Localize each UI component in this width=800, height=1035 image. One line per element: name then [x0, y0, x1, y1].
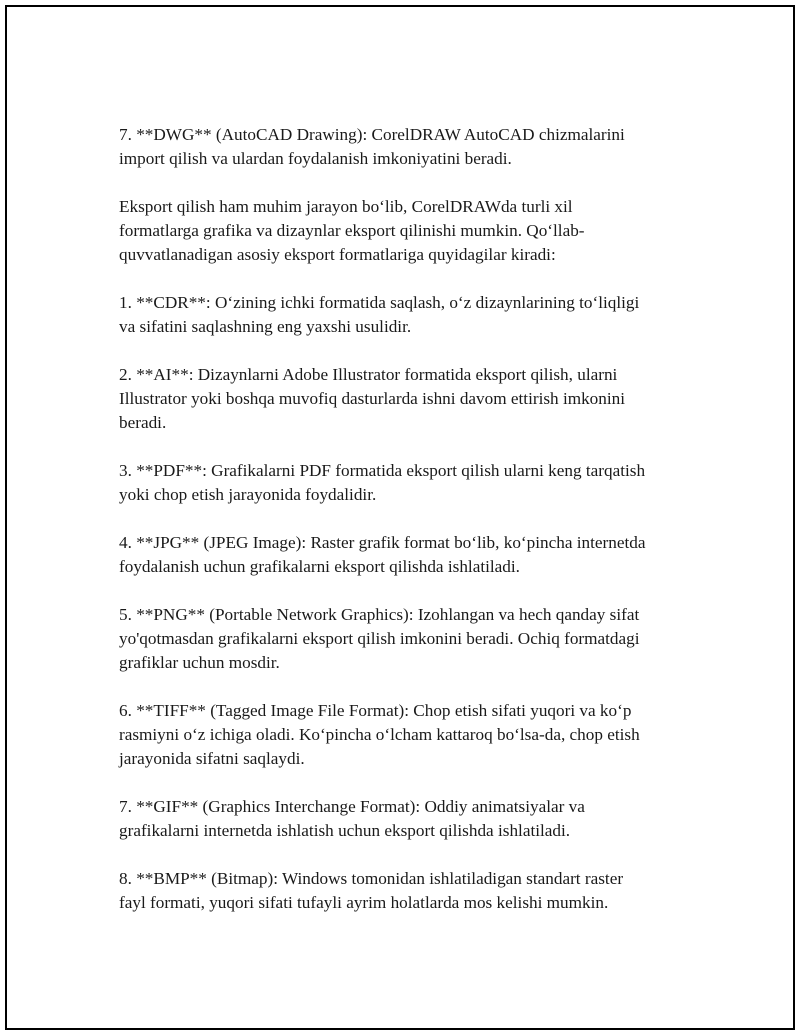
text-line: 5. **PNG** (Portable Network Graphics): Izohlangan va hech qanday sifat	[119, 605, 640, 624]
paragraph-jpg	[119, 531, 695, 579]
page-border	[5, 5, 795, 1030]
paragraph-ai	[119, 363, 695, 435]
text-line: 4. **JPG** (JPEG Image): Raster grafik format bo‘lib, ko‘pincha internetda	[119, 533, 646, 552]
text-line: 6. **TIFF** (Tagged Image File Format): Chop etish sifati yuqori va ko‘p	[119, 701, 632, 720]
paragraph-bmp	[119, 867, 695, 915]
text-line: grafikalarni internetda ishlatish uchun eksport qilishda ishlatiladi.	[119, 821, 571, 840]
text-line: yoki chop etish jarayonida foydalidir.	[119, 485, 377, 504]
paragraph-tiff	[119, 699, 695, 771]
text-line: yo'qotmasdan grafikalarni eksport qilish imkonini beradi. Ochiq formatdagi	[119, 629, 640, 648]
text-line: grafiklar uchun mosdir.	[119, 653, 280, 672]
text-line: foydalanish uchun grafikalarni eksport qilishda ishlatiladi.	[119, 557, 520, 576]
paragraph-cdr	[119, 291, 695, 339]
text-line: 7. **DWG** (AutoCAD Drawing): CorelDRAW AutoCAD chizmalarini	[119, 125, 625, 144]
paragraph-pdf	[119, 459, 695, 507]
paragraph-export-intro	[119, 195, 695, 267]
text-line: 8. **BMP** (Bitmap): Windows tomonidan ishlatiladigan standart raster	[119, 869, 624, 888]
paragraph-dwg	[119, 123, 695, 171]
document-body	[119, 123, 695, 939]
text-line: beradi.	[119, 413, 167, 432]
paragraph-png	[119, 603, 695, 675]
text-line: quvvatlanadigan asosiy eksport formatlariga quyidagilar kiradi:	[119, 245, 556, 264]
text-line: Illustrator yoki boshqa muvofiq dasturlarda ishni davom ettirish imkonini	[119, 389, 626, 408]
text-line: 2. **AI**: Dizaynlarni Adobe Illustrator formatida eksport qilish, ularni	[119, 365, 618, 384]
paragraph-gif	[119, 795, 695, 843]
text-line: va sifatini saqlashning eng yaxshi usulidir.	[119, 317, 412, 336]
text-line: rasmiyni o‘z ichiga oladi. Ko‘pincha o‘lcham kattaroq bo‘lsa-da, chop etish	[119, 725, 640, 744]
text-line: fayl formati, yuqori sifati tufayli ayrim holatlarda mos kelishi mumkin.	[119, 893, 609, 912]
text-line: 7. **GIF** (Graphics Interchange Format): Oddiy animatsiyalar va	[119, 797, 585, 816]
text-line: 1. **CDR**: O‘zining ichki formatida saqlash, o‘z dizaynlarining to‘liqligi	[119, 293, 640, 312]
text-line: Eksport qilish ham muhim jarayon bo‘lib, CorelDRAWda turli xil	[119, 197, 573, 216]
text-line: jarayonida sifatni saqlaydi.	[119, 749, 305, 768]
text-line: import qilish va ulardan foydalanish imkoniyatini beradi.	[119, 149, 512, 168]
text-line: formatlarga grafika va dizaynlar eksport qilinishi mumkin. Qo‘llab-	[119, 221, 585, 240]
text-line: 3. **PDF**: Grafikalarni PDF formatida eksport qilish ularni keng tarqatish	[119, 461, 646, 480]
